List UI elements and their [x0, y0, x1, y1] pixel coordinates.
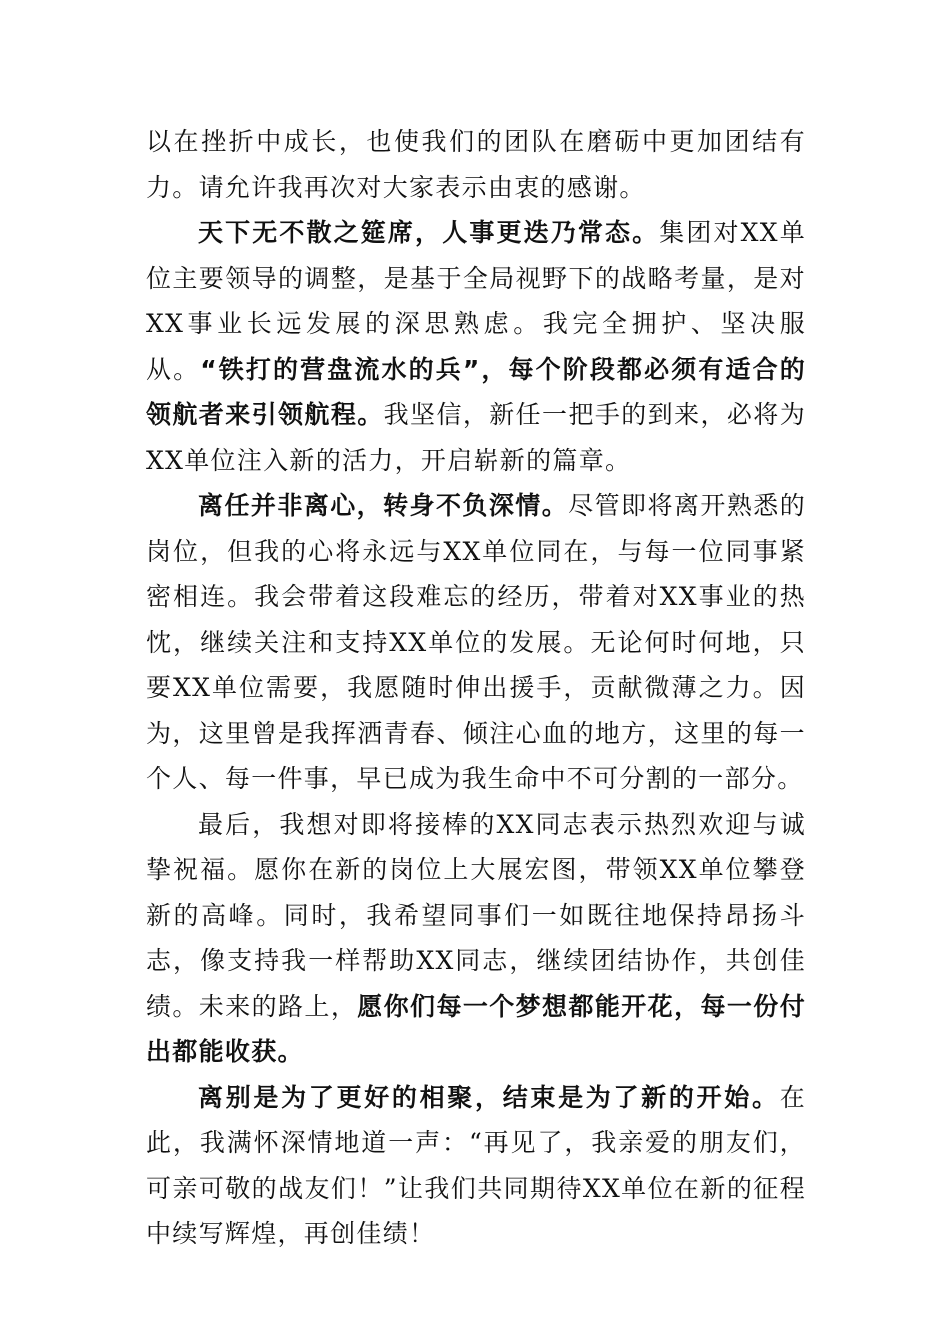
paragraph-text: 以在挫折中成长，也使我们的团队在磨砺中更加团结有力。请允许我再次对大家表示由衷的感谢。 — [146, 127, 806, 202]
paragraph-continuation — [146, 119, 806, 210]
paragraph-closing — [146, 1075, 806, 1257]
bold-heading-text: 天下无不散之筵席，人事更迭乃常态。 — [198, 218, 660, 247]
bold-wish-text: 愿你们每一个梦想都能开花，每一份付出都能收获。 — [146, 991, 806, 1066]
paragraph-text: 尽管即将离开熟悉的岗位，但我的心将永远与XX单位同在，与每一位同事紧密相连。我会带着这段难忘的经历，带着对XX事业的热忱，继续关注和支持XX单位的发展。无论何时何地，只要XX单位需要，我愿随时伸出援手，贡献微薄之力。因为，这里曾是我挥洒青春、倾注心血的地方，这里的每一个人、每一件事，早已成为我生命中不可分割的一部分。 — [146, 491, 806, 793]
paragraph-farewell-heart — [146, 483, 806, 802]
paragraph-final-wishes — [146, 802, 806, 1075]
paragraph-text: 集团对XX单位主要领导的调整，是基于全局视野下的战略考量，是对XX事业长远发展的深思熟虑。我完全拥护、坚决服从。 — [146, 218, 806, 384]
bold-quote-text: “铁打的营盘流水的兵”，每个阶段都必须有适合的领航者来引领航程。 — [146, 354, 807, 429]
paragraph-text: 在此，我满怀深情地道一声：“再见了，我亲爱的朋友们，可亲可敬的战友们！”让我们共同期待XX单位在新的征程中续写辉煌，再创佳绩！ — [146, 1082, 806, 1248]
paragraph-personnel-change — [146, 210, 806, 483]
paragraph-text: 我坚信，新任一把手的到来，必将为XX单位注入新的活力，开启崭新的篇章。 — [146, 400, 806, 475]
bold-heading-text: 离任并非离心，转身不负深情。 — [198, 491, 569, 520]
paragraph-text: 最后，我想对即将接棒的XX同志表示热烈欢迎与诚挚祝福。愿你在新的岗位上大展宏图，带领XX单位攀登新的高峰。同时，我希望同事们一如既往地保持昂扬斗志，像支持我一样帮助XX同志，继续团结协作，共创佳绩。未来的路上， — [146, 809, 806, 1021]
document-body — [146, 119, 806, 1257]
bold-heading-text: 离别是为了更好的相聚，结束是为了新的开始。 — [198, 1082, 780, 1112]
